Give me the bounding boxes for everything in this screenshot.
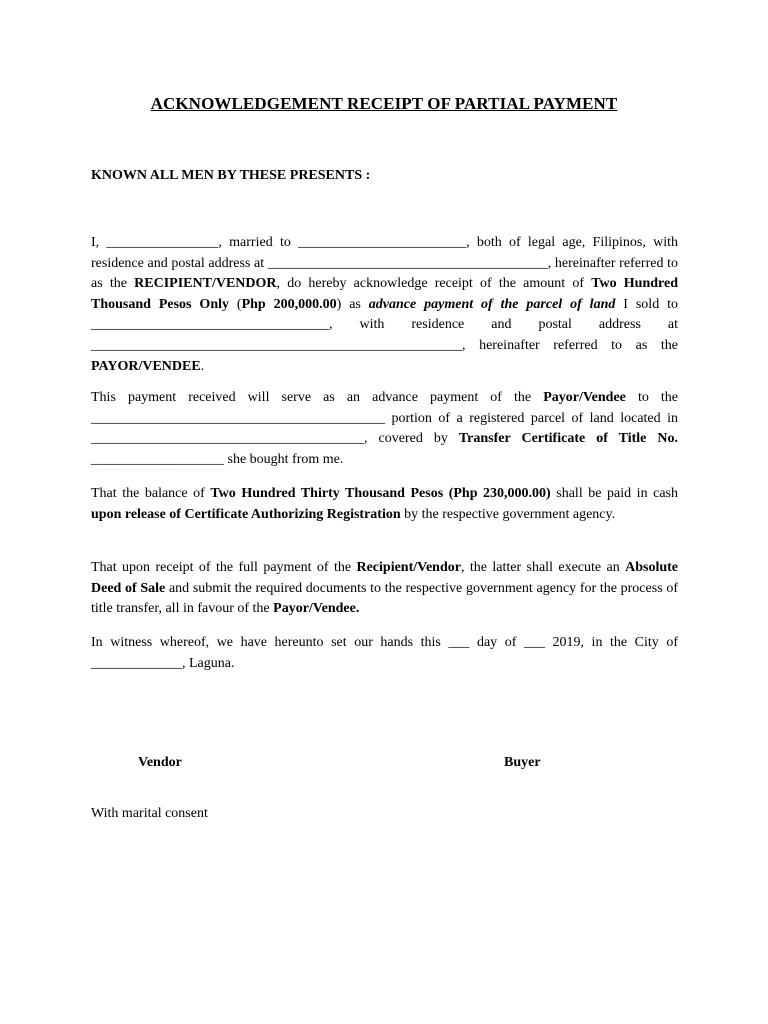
paragraph-balance xyxy=(91,484,678,525)
text-segment: That the balance of xyxy=(91,486,211,501)
text-segment: ( xyxy=(229,296,242,312)
paragraph-witness xyxy=(91,633,678,674)
text-segment: . xyxy=(200,358,205,374)
paragraph-acknowledgement xyxy=(91,233,678,377)
text-segment: shall be paid in cash xyxy=(550,486,678,501)
bold-segment: Payor/Vendee xyxy=(543,390,626,405)
vendor-signature-label: Vendor xyxy=(138,755,182,770)
text-segment: I sold to __________________________________, with residence and postal address at _____________________________________________________, hereinafter referred to as the xyxy=(91,296,678,353)
bold-segment: Transfer Certificate of Title No. xyxy=(458,431,678,447)
text-segment: , do hereby acknowledge receipt of the amount of xyxy=(276,276,592,292)
text-segment: This payment received will serve as an advance payment of the xyxy=(91,390,544,405)
marital-consent-label: With marital consent xyxy=(91,806,208,821)
bold-segment: RECIPIENT/VENDOR xyxy=(134,276,277,292)
text-segment: ___________________ she bought from me. xyxy=(91,451,344,467)
text-segment: and submit the required documents to the respective government agency for the process of title transfer, all in favour of the xyxy=(91,580,678,617)
buyer-signature-label: Buyer xyxy=(504,755,541,770)
text-segment: In witness whereof, we have hereunto set our hands this ___ day of ___ 2019, in the City of _____________, Laguna. xyxy=(91,635,678,671)
salutation: KNOWN ALL MEN BY THESE PRESENTS : xyxy=(91,168,371,183)
bold-segment: Two Hundred Thousand Pesos Only xyxy=(91,276,678,312)
bold-segment: Payor/Vendee. xyxy=(273,601,360,617)
bold-segment: Php 200,000.00 xyxy=(241,296,337,312)
paragraph-deed-of-sale xyxy=(91,558,678,620)
bold-segment: Absolute Deed of Sale xyxy=(91,560,679,596)
text-segment: ) as xyxy=(336,296,369,312)
text-segment: by the respective government agency. xyxy=(400,506,616,522)
document-title: ACKNOWLEDGEMENT RECEIPT OF PARTIAL PAYMENT xyxy=(150,94,618,113)
text-segment: , the latter shall execute an xyxy=(460,560,626,575)
bold-italic-segment: advance payment of the parcel of land xyxy=(368,296,616,312)
bold-segment: Two Hundred Thirty Thousand Pesos (Php 230,000.00) xyxy=(210,486,551,501)
bold-segment: upon release of Certificate Authorizing Registration xyxy=(91,506,401,522)
bold-segment: Recipient/Vendor xyxy=(356,560,461,575)
text-segment: That upon receipt of the full payment of the xyxy=(91,560,357,575)
paragraph-advance-payment xyxy=(91,388,678,470)
bold-segment: PAYOR/VENDEE xyxy=(91,358,201,374)
text-segment: to the __________________________________________ portion of a registered parcel of land located in _______________________________________, covered by xyxy=(91,390,679,447)
text-segment: I, ________________, married to ________________________, both of legal age, Filipinos, with residence and postal address at ________________________________________, hereinafter referred to as the xyxy=(91,235,678,292)
